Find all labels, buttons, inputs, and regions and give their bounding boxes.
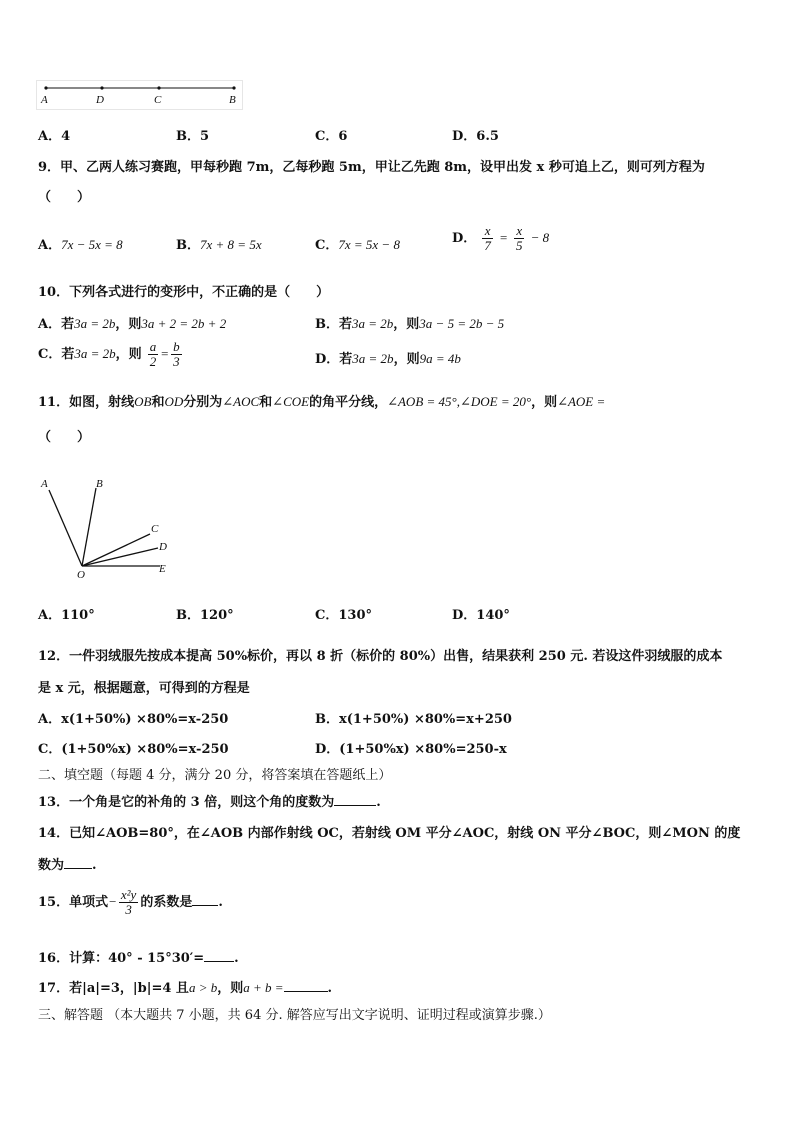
segment-svg <box>36 80 246 112</box>
option-then: ，则 <box>115 347 142 362</box>
q12-option-b[interactable]: B．x(1+50%) ×80%=x+250 <box>315 712 512 727</box>
q8-option-b[interactable]: B．5 <box>176 129 210 144</box>
q16: 16．计算：40° - 15°30′= . <box>38 951 239 966</box>
label-e: E <box>159 563 166 575</box>
label-b: B <box>229 94 236 106</box>
option-cond: 3a = 2b <box>74 346 116 361</box>
q11-option-a[interactable]: A．110° <box>38 608 95 623</box>
label-d: D <box>159 541 167 553</box>
option-math-tail: − 8 <box>530 230 550 245</box>
equals-sign: = <box>499 230 508 245</box>
angle-figure <box>36 472 176 582</box>
option-result: 3a − 5 = 2b − 5 <box>419 316 505 331</box>
ray-oc <box>82 534 150 566</box>
point-b <box>232 86 235 89</box>
q9-option-b[interactable] <box>176 234 262 253</box>
q10-option-d[interactable] <box>315 348 461 367</box>
answer-blank[interactable] <box>64 856 92 869</box>
option-letter: B． <box>176 238 200 253</box>
q11-option-b[interactable]: B．120° <box>176 608 234 623</box>
option-letter: A．若 <box>38 317 75 332</box>
q11-paren: （ ） <box>38 430 91 445</box>
segment-figure <box>36 80 246 112</box>
fraction-x-7: $\frac{x}{7}$ <box>484 223 491 253</box>
label-c: C <box>151 523 159 535</box>
label-b: B <box>96 478 103 490</box>
section-2-heading: 二、填空题（每题 4 分，满分 20 分，将答案填在答题纸上） <box>38 768 392 783</box>
q10-option-b[interactable] <box>315 313 504 332</box>
q9-option-c[interactable] <box>315 234 400 253</box>
q10-option-c[interactable] <box>38 340 184 369</box>
q12-option-c[interactable]: C．(1+50%x) ×80%=x-250 <box>38 742 229 757</box>
ray-oa <box>49 490 82 566</box>
fraction-x2y-3: $\frac{\text{x²y}}{3}$ <box>120 887 137 917</box>
option-then: ，则 <box>393 317 420 332</box>
answer-blank[interactable] <box>192 893 218 906</box>
option-result: 9a = 4b <box>419 351 461 366</box>
option-result: 3a + 2 = 2b + 2 <box>141 316 227 331</box>
option-letter: C． <box>315 238 339 253</box>
q8-option-a[interactable]: A．4 <box>38 129 71 144</box>
option-letter: D． <box>452 231 477 246</box>
q11-option-d[interactable]: D．140° <box>452 608 510 623</box>
q9-paren: （ ） <box>38 190 91 205</box>
q14-line2: 数为 . <box>38 858 97 873</box>
option-then: ，则 <box>393 352 420 367</box>
ray-ob <box>82 488 96 566</box>
q8-option-d[interactable]: D．6.5 <box>452 129 499 144</box>
label-o: O <box>77 569 85 581</box>
option-math: 7x = 5x − 8 <box>338 237 400 252</box>
q11-option-c[interactable]: C．130° <box>315 608 372 623</box>
answer-blank[interactable] <box>334 793 376 806</box>
q12-stem-line2: 是 x 元，根据题意，可得到的方程是 <box>38 681 250 696</box>
point-a <box>44 86 47 89</box>
option-letter: D．若 <box>315 352 353 367</box>
q8-option-c[interactable]: C．6 <box>315 129 348 144</box>
answer-blank[interactable] <box>204 949 234 962</box>
q13: 13．一个角是它的补角的 3 倍，则这个角的度数为 . <box>38 795 381 810</box>
q9-option-a[interactable] <box>38 234 123 253</box>
fraction-a-2: $\frac{a}{2}$ <box>149 339 157 369</box>
fraction-x-5: $\frac{x}{5}$ <box>515 223 523 253</box>
q12-option-d[interactable]: D．(1+50%x) ×80%=250-x <box>315 742 507 757</box>
q12-option-a[interactable]: A．x(1+50%) ×80%=x-250 <box>38 712 229 727</box>
q9-option-d[interactable] <box>452 224 549 253</box>
answer-blank[interactable] <box>284 979 328 992</box>
point-c <box>157 86 160 89</box>
equals-sign: = <box>160 346 170 361</box>
option-letter: A． <box>38 238 62 253</box>
label-d: D <box>96 94 104 106</box>
label-a: A <box>41 478 48 490</box>
q9-stem: 9．甲、乙两人练习赛跑，甲每秒跑 7m，乙每秒跑 5m，甲让乙先跑 8m，设甲出发 x 秒可追上乙，则可列方程为 <box>38 160 705 175</box>
option-letter: C．若 <box>38 347 75 362</box>
q11-stem: 11．如图，射线OB和OD分别为∠AOC和∠COE的角平分线，∠AOB = 45°,∠DOE = 20°，则∠AOE = <box>38 394 606 410</box>
q10-stem: 10．下列各式进行的变形中，不正确的是（ ） <box>38 285 330 300</box>
option-cond: 3a = 2b <box>74 316 116 331</box>
q10-option-a[interactable] <box>38 313 226 332</box>
option-math: 7x + 8 = 5x <box>200 237 262 252</box>
q15: 15．单项式− $\frac{\text{x²y}}{3}$ 的系数是 . <box>38 887 223 917</box>
label-a: A <box>41 94 48 106</box>
angle-svg <box>36 472 176 582</box>
option-then: ，则 <box>115 317 142 332</box>
fraction-b-3: $\frac{b}{3}$ <box>173 339 180 369</box>
point-d <box>100 86 103 89</box>
ray-od <box>82 548 158 566</box>
q14-line1: 14．已知∠AOB=80°，在∠AOB 内部作射线 OC，若射线 OM 平分∠AOC，射线 ON 平分∠BOC，则∠MON 的度 <box>38 826 741 841</box>
option-cond: 3a = 2b <box>352 351 394 366</box>
option-math: 7x − 5x = 8 <box>61 237 123 252</box>
section-3-heading: 三、解答题 （本大题共 7 小题，共 64 分. 解答应写出文字说明、证明过程或演算步骤.） <box>38 1008 551 1023</box>
q17: 17．若|a|=3，|b|=4 且a > b，则a + b = . <box>38 980 333 996</box>
option-cond: 3a = 2b <box>352 316 394 331</box>
label-c: C <box>154 94 162 106</box>
option-letter: B．若 <box>315 317 352 332</box>
q12-stem-line1: 12．一件羽绒服先按成本提高 50%标价，再以 8 折（标价的 80%）出售，结果获利 250 元. 若设这件羽绒服的成本 <box>38 649 723 664</box>
